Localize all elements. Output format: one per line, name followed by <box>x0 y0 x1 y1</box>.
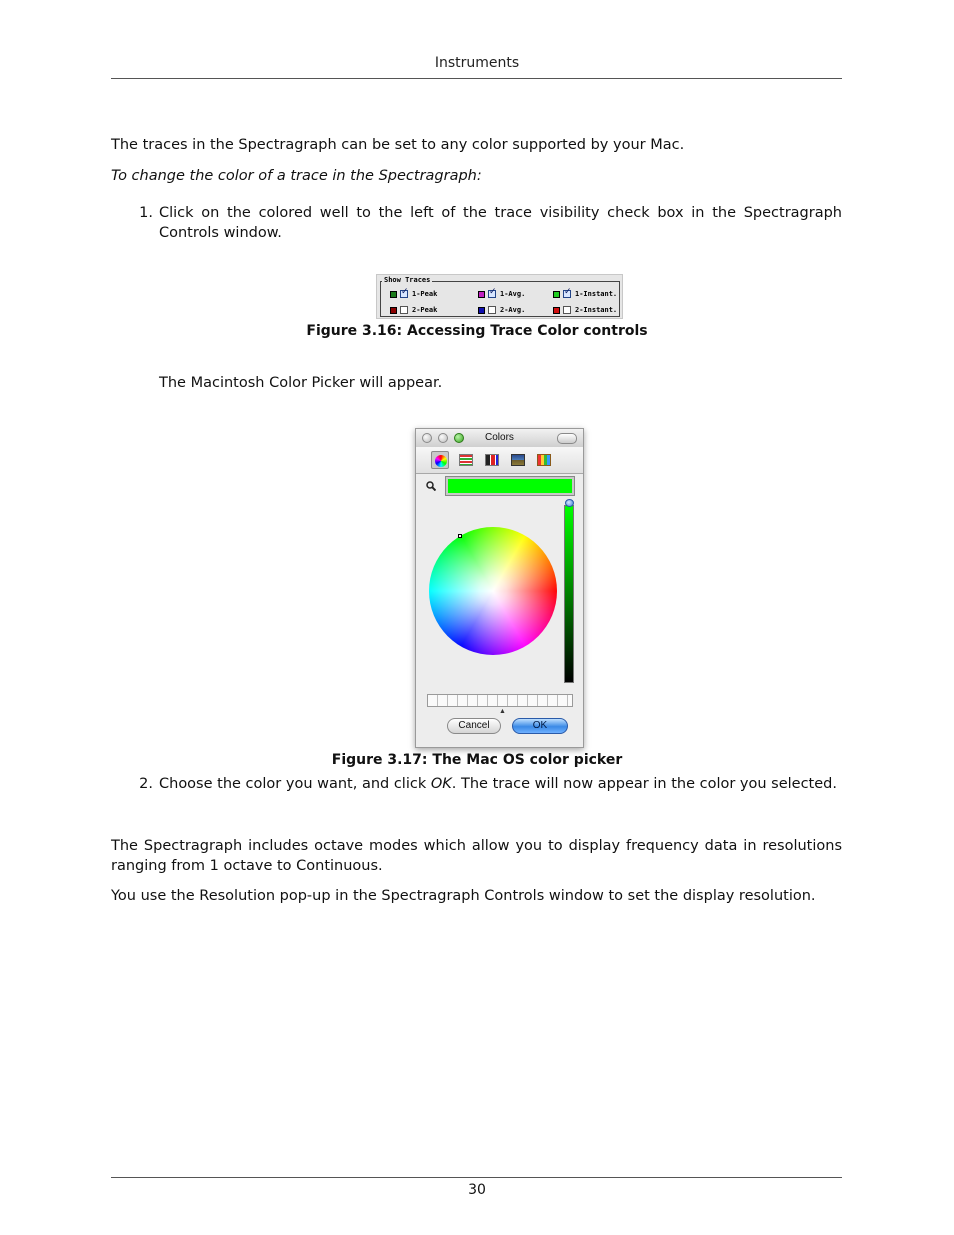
step-2-text <box>159 774 842 794</box>
trace-1-peak <box>390 289 437 299</box>
color-wheel-icon <box>435 455 447 467</box>
show-traces-legend: Show Traces <box>384 276 431 284</box>
trace-1-avg <box>478 289 525 299</box>
figure-3-17-caption: Figure 3.17: The Mac OS color picker <box>331 752 623 768</box>
brightness-slider-knob[interactable] <box>565 499 574 507</box>
current-color-swatch[interactable] <box>446 477 574 495</box>
trace-visibility-checkbox[interactable] <box>488 306 496 314</box>
minimize-button[interactable] <box>438 433 448 443</box>
trace-label: 1-Instant. <box>575 290 618 298</box>
trace-visibility-checkbox[interactable] <box>400 290 408 298</box>
intro-paragraph: The traces in the Spectragraph can be set to any color supported by your Mac. <box>111 137 685 153</box>
trace-2-instant <box>553 305 617 315</box>
step-2-text-after: . The trace will now appear in the color you selected. <box>451 776 837 792</box>
color-palettes-icon <box>485 454 499 466</box>
color-palettes-tab[interactable] <box>483 451 501 469</box>
running-header: Instruments <box>434 55 520 71</box>
favorites-resize-handle-icon[interactable]: ▲ <box>499 708 506 715</box>
color-sliders-tab[interactable] <box>457 451 475 469</box>
cancel-button[interactable]: Cancel <box>447 718 501 734</box>
toolbar-toggle-button[interactable] <box>557 433 577 444</box>
color-wheel[interactable] <box>429 527 557 655</box>
header-rule <box>111 78 842 79</box>
trace-color-well[interactable] <box>478 291 485 298</box>
trace-2-avg <box>478 305 525 315</box>
magnifier-icon[interactable] <box>426 481 436 491</box>
ok-button[interactable]: OK <box>512 718 568 734</box>
show-traces-panel <box>376 274 623 319</box>
ok-reference: OK <box>430 776 452 792</box>
step-2-text-before: Choose the color you want, and click <box>159 776 431 792</box>
footer-rule <box>111 1177 842 1178</box>
brightness-slider[interactable] <box>564 505 574 683</box>
octave-paragraph: The Spectragraph includes octave modes which allow you to display frequency data in resolutions ranging from 1 octave to Continuous. <box>111 838 842 874</box>
crayons-tab[interactable] <box>535 451 553 469</box>
step-number: 1. <box>139 205 153 221</box>
colors-window <box>415 428 584 748</box>
color-wheel-tab[interactable] <box>431 451 449 469</box>
figure-3-16-caption: Figure 3.16: Accessing Trace Color controls <box>306 323 648 339</box>
colors-titlebar <box>416 429 583 448</box>
colors-toolbar <box>416 447 583 474</box>
crayons-icon <box>537 454 551 466</box>
trace-color-well[interactable] <box>390 291 397 298</box>
trace-visibility-checkbox[interactable] <box>400 306 408 314</box>
trace-label: 2-Avg. <box>500 306 526 314</box>
trace-label: 2-Instant. <box>575 306 618 314</box>
color-favorites-strip[interactable] <box>427 694 573 707</box>
picker-note: The Macintosh Color Picker will appear. <box>159 375 443 391</box>
step-1-text: Click on the colored well to the left of the trace visibility check box in the Spectragraph Controls window. <box>159 205 842 241</box>
trace-label: 1-Avg. <box>500 290 526 298</box>
trace-label: 2-Peak <box>412 306 438 314</box>
trace-color-well[interactable] <box>553 307 560 314</box>
trace-color-well[interactable] <box>553 291 560 298</box>
close-button[interactable] <box>422 433 432 443</box>
trace-1-instant <box>553 289 617 299</box>
trace-color-well[interactable] <box>478 307 485 314</box>
trace-visibility-checkbox[interactable] <box>563 306 571 314</box>
resolution-paragraph: You use the Resolution pop-up in the Spectragraph Controls window to set the display resolution. <box>111 888 816 904</box>
colors-window-title: Colors <box>485 432 514 443</box>
trace-visibility-checkbox[interactable] <box>488 290 496 298</box>
zoom-button[interactable] <box>454 433 464 443</box>
color-wheel-marker[interactable] <box>458 534 462 538</box>
trace-visibility-checkbox[interactable] <box>563 290 571 298</box>
step-number: 2. <box>139 776 153 792</box>
image-palettes-icon <box>511 454 525 466</box>
procedure-title: To change the color of a trace in the Spectragraph: <box>111 168 482 184</box>
trace-label: 1-Peak <box>412 290 438 298</box>
image-palettes-tab[interactable] <box>509 451 527 469</box>
page-number: 30 <box>468 1182 486 1198</box>
color-sliders-icon <box>459 454 473 466</box>
trace-color-well[interactable] <box>390 307 397 314</box>
trace-2-peak <box>390 305 437 315</box>
